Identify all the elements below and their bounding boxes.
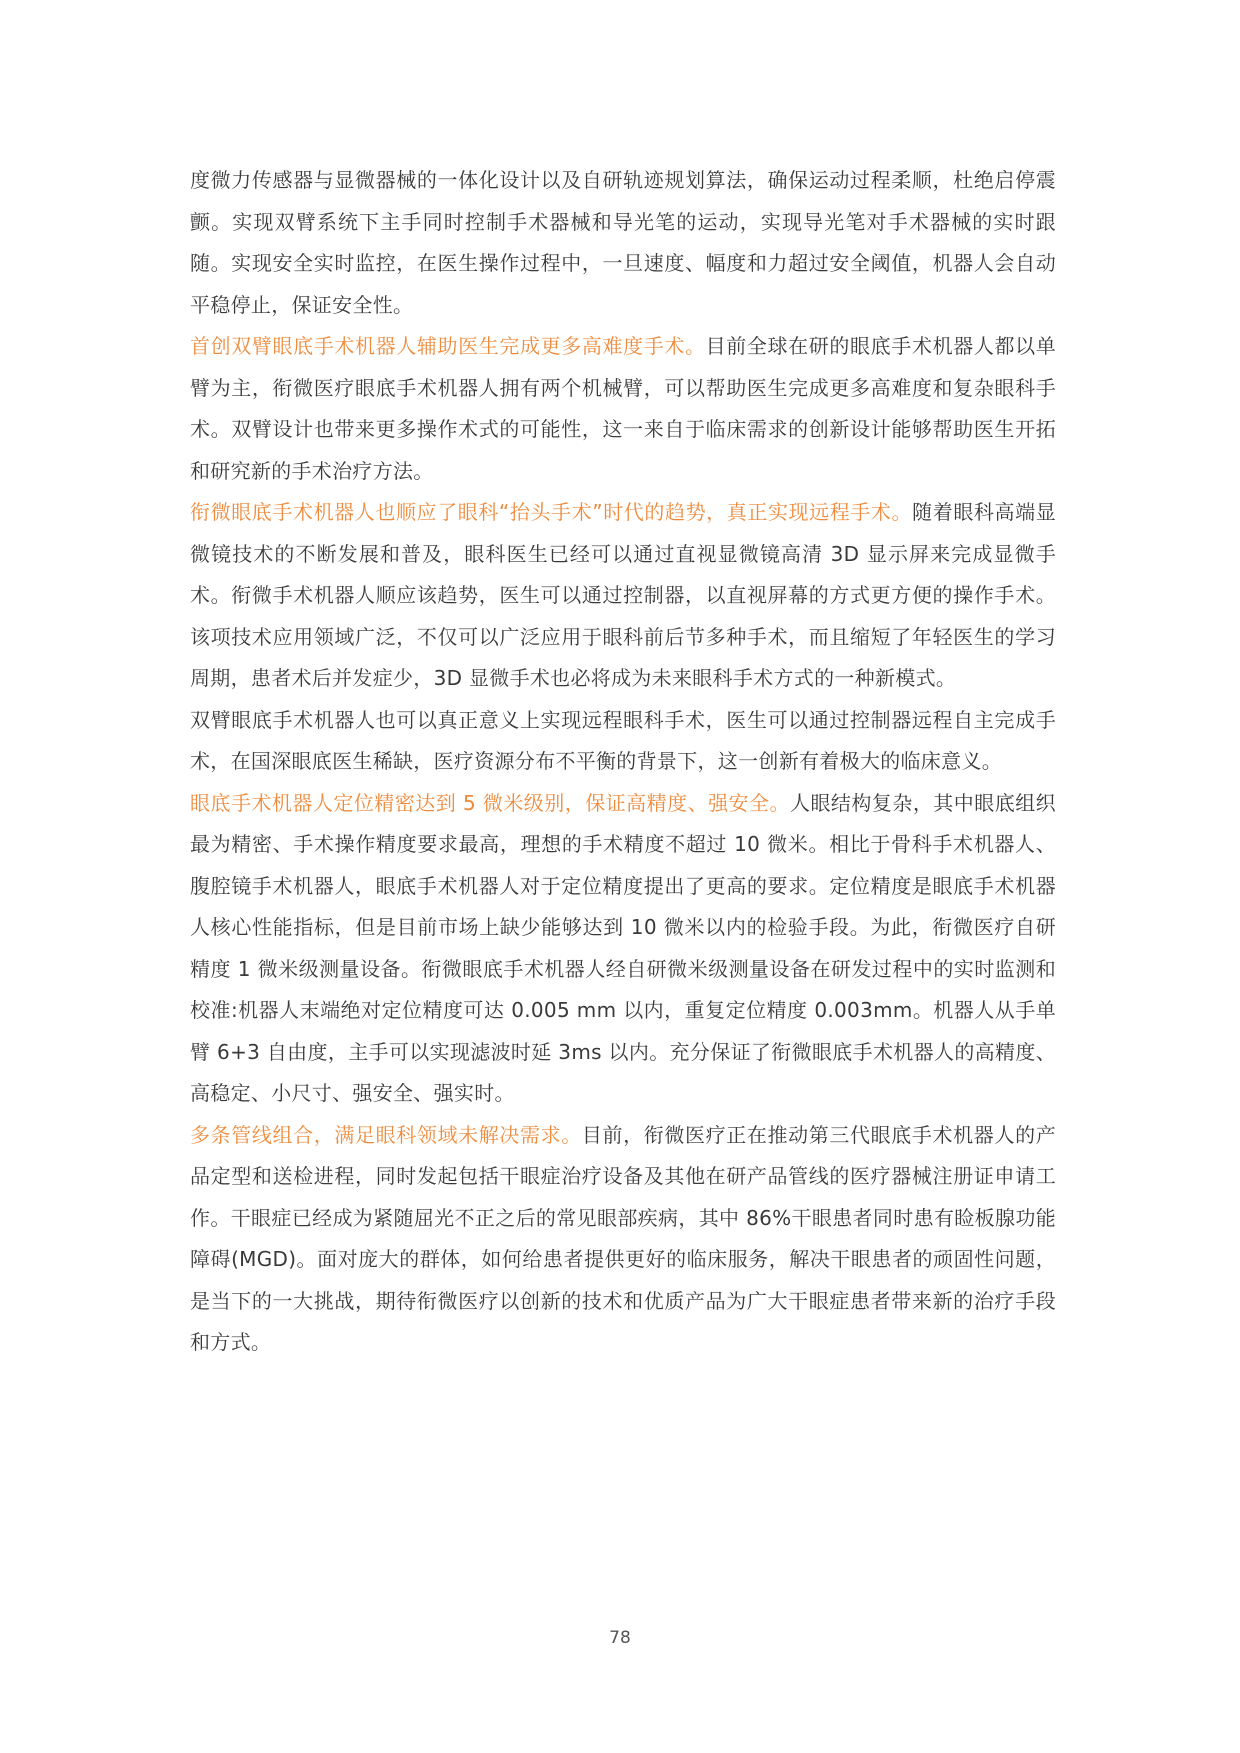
paragraph-heading: 首创双臂眼底手术机器人辅助医生完成更多高难度手术。 [190,334,706,358]
paragraph-text: 人眼结构复杂，其中眼底组织最为精密、手术操作精度要求最高，理想的手术精度不超过 10 微米。相比于骨科手术机器人、腹腔镜手术机器人，眼底手术机器人对于定位精度提出了更高的要求。定位精度是眼底手术机器人核心性能指标，但是目前市场上缺少能够达到 10 微米以内的检验手段。为此，衔微医疗自研精度 1 微米级测量设备。衔微眼底手术机器人经自研微米级测量设备在研发过程中的实时监测和校准:机器人末端绝对定位精度可达 0.005 mm 以内，重复定位精度 0.003mm。机器人从手单臂 6+3 自由度，主手可以实现滤波时延 3ms 以内。充分保证了衔微眼底手术机器人的高精度、高稳定、小尺寸、强安全、强实时。 [190,790,1056,1105]
paragraph-heading: 衔微眼底手术机器人也顺应了眼科“抬头手术”时代的趋势，真正实现远程手术。 [190,500,913,524]
paragraph-text: 随着眼科高端显微镜技术的不断发展和普及，眼科医生已经可以通过直视显微镜高清 3D 显示屏来完成显微手术。衔微手术机器人顺应该趋势，医生可以通过控制器，以直视屏幕的方式更方便的操作手术。该项技术应用领域广泛，不仅可以广泛应用于眼科前后节多种手术，而且缩短了年轻医生的学习周期，患者术后并发症少，3D 显微手术也必将成为未来眼科手术方式的一种新模式。 [190,500,1056,690]
body-content [190,160,1056,1364]
paragraph-text: 度微力传感器与显微器械的一体化设计以及自研轨迹规划算法，确保运动过程柔顺，杜绝启停震颤。实现双臂系统下主手同时控制手术器械和导光笔的运动，实现导光笔对手术器械的实时跟随。实现安全实时监控，在医生操作过程中，一旦速度、幅度和力超过安全阈值，机器人会自动平稳停止，保证安全性。 [190,168,1056,317]
paragraph-text: 双臂眼底手术机器人也可以真正意义上实现远程眼科手术，医生可以通过控制器远程自主完成手术，在国深眼底医生稀缺，医疗资源分布不平衡的背景下，这一创新有着极大的临床意义。 [190,707,1056,773]
paragraph-heads-up-surgery [190,492,1056,700]
paragraph-precision [190,783,1056,1115]
paragraph-dual-arm [190,326,1056,492]
paragraph-text: 目前全球在研的眼底手术机器人都以单臂为主，衔微医疗眼底手术机器人拥有两个机械臂，可以帮助医生完成更多高难度和复杂眼科手术。双臂设计也带来更多操作术式的可能性，这一来自于临床需求的创新设计能够帮助医生开拓和研究新的手术治疗方法。 [190,334,1056,483]
paragraph-safety-design [190,160,1056,326]
page-number: 78 [609,1628,631,1648]
paragraph-heading: 眼底手术机器人定位精密达到 5 微米级别，保证高精度、强安全。 [190,790,790,815]
paragraph-heading: 多条管线组合，满足眼科领域未解决需求。 [190,1122,582,1147]
paragraph-text: 目前，衔微医疗正在推动第三代眼底手术机器人的产品定型和送检进程，同时发起包括干眼症治疗设备及其他在研产品管线的医疗器械注册证申请工作。干眼症已经成为紧随屈光不正之后的常见眼部疾病，其中 86%干眼患者同时患有睑板腺功能障碍(MGD)。面对庞大的群体，如何给患者提供更好的临床服务，解决干眼患者的顽固性问题，是当下的一大挑战，期待衔微医疗以创新的技术和优质产品为广大干眼症患者带来新的治疗手段和方式。 [190,1122,1056,1354]
paragraph-remote-surgery [190,700,1056,783]
paragraph-pipeline [190,1115,1056,1364]
